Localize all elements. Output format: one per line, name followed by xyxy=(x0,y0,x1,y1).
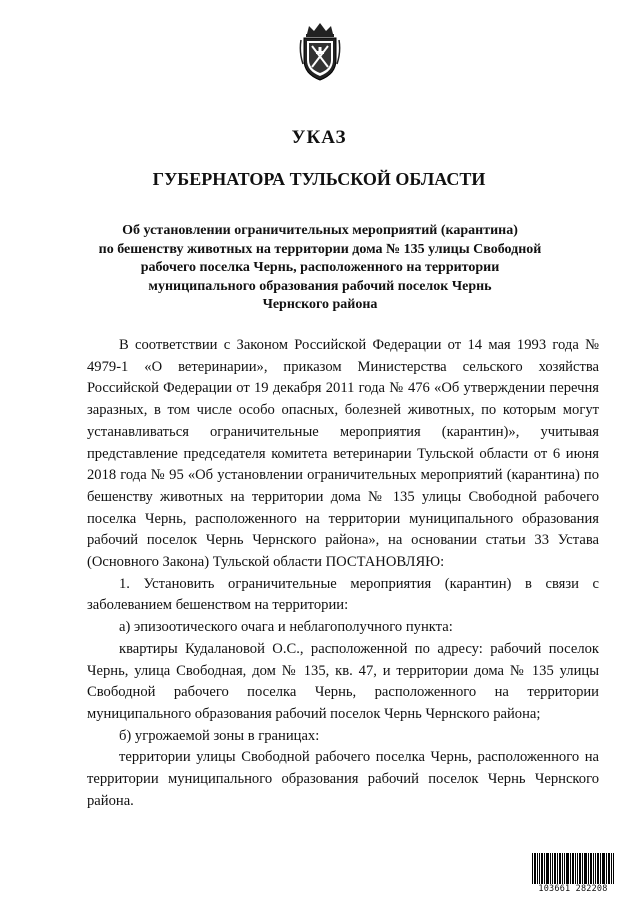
document-issuer: ГУБЕРНАТОРА ТУЛЬСКОЙ ОБЛАСТИ xyxy=(152,169,486,189)
subject-line: муниципального образования рабочий поселок Чернь xyxy=(148,278,492,294)
item-1b-paragraph: территории улицы Свободной рабочего поселка Чернь, расположенного на территории муниципального образования рабочий поселок Чернь Чернского района. xyxy=(87,749,599,809)
item-1b-heading: б) угрожаемой зоны в границах: xyxy=(119,727,320,744)
subject-line: по бешенству животных на территории дома № 135 улицы Свободной xyxy=(98,241,542,257)
item-1-paragraph: 1. Установить ограничительные мероприятия (карантин) в связи с заболеванием бешенством на территории: xyxy=(87,575,599,614)
item-1a-paragraph: квартиры Кудалановой О.С., расположенной по адресу: рабочий поселок Чернь, улица Свободная, дом № 135, кв. 47, и территории дома № 135 улицы Свободной рабочего поселка Чернь, расположенного на территории муниципального образования рабочий поселок Чернь Чернского района; xyxy=(87,640,599,722)
item-1a-heading: а) эпизоотического очага и неблагополучного пункта: xyxy=(119,619,453,636)
document-subject xyxy=(60,222,580,315)
subject-line: Чернского района xyxy=(262,297,378,312)
subject-line: Об установлении ограничительных мероприятий (карантина) xyxy=(122,223,518,238)
document-body xyxy=(87,335,599,812)
document-title: УКАЗ xyxy=(291,127,347,148)
preamble-paragraph: В соответствии с Законом Российской Федерации от 14 мая 1993 года № 4979-1 «О ветеринарии», приказом Министерства сельского хозяйства Российской Федерации от 19 декабря 2011 года № 476 «Об утверждении перечня заразных, в том числе особо опасных, болезней животных, по которым могут устанавливаться ограничительные мероприятия (карантин)», учитывая представление председателя комитета ветеринарии Тульской области от 6 июня 2018 года № 95 «Об установлении ограничительных мероприятий (карантина) по бешенству животных на территории дома № 135 улицы Свободной рабочего поселка Чернь, расположенного на территории муниципального образования рабочий поселок Чернь Чернского района», на основании статьи 33 Устава (Основного Закона) Тульской области ПОСТАНОВЛЯЮ: xyxy=(87,337,599,571)
barcode-number: 103661 282208 xyxy=(531,884,615,894)
subject-line: рабочего поселка Чернь, расположенного на территории xyxy=(140,260,500,275)
tula-coat-of-arms-emblem xyxy=(299,20,341,82)
